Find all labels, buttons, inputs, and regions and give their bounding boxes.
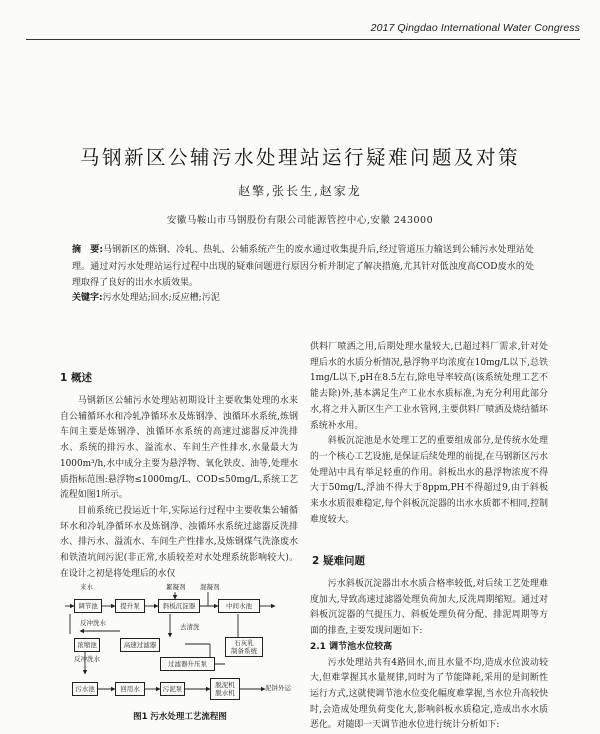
keywords-text: 污水处理站;回水;反应槽;污泥 [102,293,220,303]
subsection-2-1-text: 污水处理站共有4路回水,而且水量不均,造成水位波动较大,但难掌握其水量规律,同时为了节能降耗,采用的是间断性运行方式,这就使调节池水位变化幅度难掌握,当水位升高较快时,会造成处理负荷变化大,影响斜板水质稳定,造成出水水质恶化。对随即一天调节池水位进行统计分析如下: [310,657,548,731]
label-to-cleaning: 去清洗 [180,623,200,631]
process-flow-diagram [60,584,300,706]
right-column-continuation [310,340,548,528]
subsection-2-1-heading: 2.1 调节池水位较高 [310,641,393,652]
section-2-heading: 2 疑难问题 [312,555,365,567]
section-1-paragraph: 目前系统已投运近十年,实际运行过程中主要收集公辅循环水和冷轧净循环水及炼钢净、浊循环水系统过滤器反洗排水、排污水、溢流水、车间生产性排水,及炼钢煤气洗涤废水和铁渣坑间污泥(非正常,水质较差对水处理系统影响较大)。在设计之初是将处理后的水仅 [60,505,298,579]
keywords-label: 关键字: [72,293,103,303]
box-filter-pump: 过滤器升压泵 [160,657,215,671]
section-2-body [310,577,548,734]
continued-paragraph: 供料厂喷洒之用,后期处理水量较大,已超过料厂需求,针对处理后水的水质分析情况,悬浮物平均浓度在10mg/L以下,总铁1mg/L以下,pH在8.5左右,除电导率较高(该系统处理工艺不能去除)外,基本满足生产工业水水质标准,为充分利用此部分水,将之并入新区生产工业水管网,主要供料厂喷洒及烧结循环系统补水用。 [310,342,548,431]
box-thickener: 浓缩池 [74,638,100,652]
figure-caption: 图1 污水处理工艺流程图 [133,712,227,722]
box-high-filter: 高速过滤器 [120,638,160,652]
box-dewater-machine: 脱泥机 脱水机 [210,678,240,700]
label-sludge-out: 泥饼外运 [265,684,291,692]
label-flocculant: 絮凝剂 [166,583,186,591]
inclined-plate-paragraph: 斜板沉淀池是水处理工艺的重要组成部分,是传统水处理的一个核心工艺设施,是保证后续处理的前提,在马钢新区污水处理站中具有举足轻重的作用。斜板出水的悬浮物浓度不得大于50mg/L,浮油不得大于8ppm,PH不得超过9,由于斜板来水水质很难稳定,每个斜板沉淀器的出水水质都不相同,控制难度较大。 [310,436,548,525]
label-backwash-water: 反冲洗水 [80,619,106,627]
label-coagulant: 混凝剂 [200,583,220,591]
label-feed: 来水 [80,583,93,591]
abstract-label: 摘 要: [72,245,103,255]
abstract-text: 马钢新区的炼钢、冷轧、热轧、公辅系统产生的废水通过收集提升后,经过管道压力输送到公辅污水处理站处理。通过对污水处理站运行过程中出现的疑难问题进行原因分析并制定了解决措施,尤其针对低浊度高COD废水的处理取得了良好的出水水质效果。 [72,245,534,288]
abstract [72,242,534,292]
section-1-paragraph: 马钢新区公辅污水处理站初期设计主要收集处理的水来自公辅循环水和冷轧净循环水及炼钢净、浊循环水系统,炼钢车间主要是炼钢净、浊循环水系统的高速过滤器反冲洗排水、系统的排污水、溢流水、车间生产性排水,水量最大为1000m³/h,水中成分主要为悬浮物、氧化铁皮、油等,处理水质指标范围:悬浮物≤1000mg/L、COD≤50mg/L,系统工艺流程如图1所示。 [60,396,298,501]
box-neutral-tank: 中间水池 [218,599,260,613]
keywords [72,290,534,306]
running-header: 2017 Qingdao International Water Congress [370,22,580,34]
box-inclined-plate: 斜板沉淀器 [158,599,200,613]
box-return-pump: 回用水 [115,682,145,696]
box-sludge-pit: 污水池 [72,682,98,696]
section-1-heading: 1 概述 [60,372,92,384]
paper-authors: 赵擎,张长生,赵家龙 [238,184,362,198]
label-return-water: 反冲洗水 [74,655,100,663]
header-rule [26,39,580,40]
box-adjust-tank: 调节池 [74,599,102,613]
box-lime-system: 石灰乳 制备系统 [225,637,263,657]
section-1-body [60,394,298,582]
box-sludge-pump: 污泥泵 [160,682,185,696]
paper-title: 马钢新区公辅污水处理站运行疑难问题及对策 [79,146,520,169]
section-2-intro: 污水斜板沉淀器出水水质合格率较低,对后续工艺处理难度加大,导致高速过滤器处理负荷加大,反洗周期缩短。通过对斜板沉淀器的气提压力、斜板处理负荷分配、排泥周期等方面的排查,主要发现问题如下: [310,579,548,637]
box-lift-pump: 提升泵 [115,599,145,613]
paper-affiliation: 安徽马鞍山市马钢股份有限公司能源管控中心,安徽 243000 [166,215,434,226]
